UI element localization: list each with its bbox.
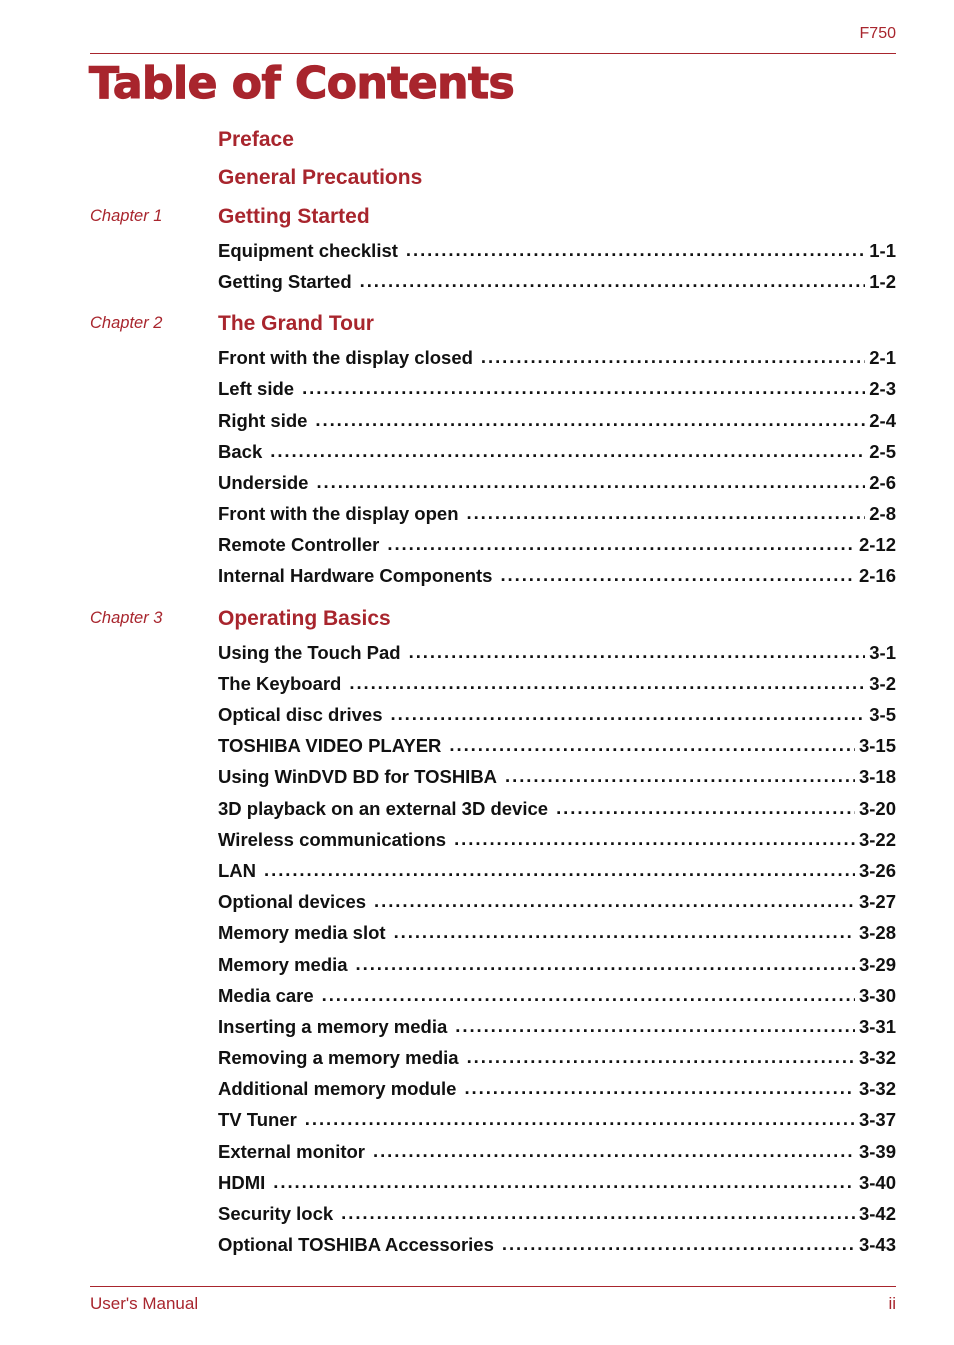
dot-leader xyxy=(374,890,855,912)
toc-entry[interactable] xyxy=(218,441,896,463)
toc-entry-page: 3-32 xyxy=(858,1047,896,1068)
dot-leader xyxy=(455,1015,855,1037)
dot-leader xyxy=(305,1108,855,1130)
toc-entry[interactable] xyxy=(218,1234,896,1256)
toc-entry-label: Optical disc drives xyxy=(218,704,383,725)
chapter-2-title[interactable]: The Grand Tour xyxy=(218,312,374,335)
dot-leader xyxy=(556,797,855,819)
toc-entry-page: 3-29 xyxy=(858,954,896,975)
toc-entry-page: 3-32 xyxy=(858,1078,896,1099)
toc-entry-label: Media care xyxy=(218,985,314,1006)
toc-entry-page: 3-40 xyxy=(858,1172,896,1193)
toc-entry[interactable] xyxy=(218,534,896,556)
toc-entry[interactable] xyxy=(218,503,896,525)
toc-entry[interactable] xyxy=(218,642,896,664)
footer-page-number: ii xyxy=(888,1294,896,1313)
toc-entry[interactable] xyxy=(218,829,896,851)
toc-entry[interactable] xyxy=(218,347,896,369)
toc-entry-page: 3-22 xyxy=(858,829,896,850)
toc-entry-label: TOSHIBA VIDEO PLAYER xyxy=(218,735,442,756)
dot-leader xyxy=(373,1140,855,1162)
toc-entry[interactable] xyxy=(218,1078,896,1100)
dot-leader xyxy=(387,533,855,555)
toc-entry[interactable] xyxy=(218,1016,896,1038)
toc-entry-page: 2-6 xyxy=(869,472,896,493)
dot-leader xyxy=(316,471,865,493)
toc-entry-page: 1-1 xyxy=(869,240,896,261)
toc-entry-label: External monitor xyxy=(218,1141,365,1162)
toc-entry-label: Left side xyxy=(218,378,295,399)
toc-entry-page: 3-37 xyxy=(858,1109,896,1130)
toc-entry-label: Memory media slot xyxy=(218,922,386,943)
toc-entry-label: Underside xyxy=(218,472,309,493)
dot-leader xyxy=(349,672,865,694)
footer-rule xyxy=(90,1286,896,1287)
dot-leader xyxy=(264,859,855,881)
toc-entry-label: Using the Touch Pad xyxy=(218,642,401,663)
chapter-1-title[interactable]: Getting Started xyxy=(218,205,370,228)
toc-entry[interactable] xyxy=(218,798,896,820)
toc-entry[interactable] xyxy=(218,240,896,262)
toc-entry-page: 2-4 xyxy=(869,410,896,431)
toc-entry[interactable] xyxy=(218,1172,896,1194)
dot-leader xyxy=(270,440,865,462)
toc-entry-page: 3-28 xyxy=(858,922,896,943)
toc-entry-label: Security lock xyxy=(218,1203,334,1224)
toc-entry-page: 3-43 xyxy=(858,1234,896,1255)
page-title: Table of Contents xyxy=(89,58,515,109)
toc-entry[interactable] xyxy=(218,766,896,788)
dot-leader xyxy=(454,828,855,850)
dot-leader xyxy=(391,703,866,725)
toc-entry[interactable] xyxy=(218,472,896,494)
toc-entry-page: 3-1 xyxy=(869,642,896,663)
chapter-3-label: Chapter 3 xyxy=(90,609,163,627)
toc-entry-page: 2-3 xyxy=(869,378,896,399)
header-model: F750 xyxy=(859,25,896,42)
toc-entry-page: 2-12 xyxy=(858,534,896,555)
toc-entry-label: Inserting a memory media xyxy=(218,1016,448,1037)
toc-entry[interactable] xyxy=(218,735,896,757)
toc-entry-label: Additional memory module xyxy=(218,1078,457,1099)
toc-entry-page: 3-20 xyxy=(858,798,896,819)
toc-entry[interactable] xyxy=(218,1141,896,1163)
toc-entry-page: 2-5 xyxy=(869,441,896,462)
dot-leader xyxy=(481,346,865,368)
toc-entry[interactable] xyxy=(218,954,896,976)
toc-entry-label: Using WinDVD BD for TOSHIBA xyxy=(218,766,498,787)
dot-leader xyxy=(406,239,865,261)
toc-entry-label: HDMI xyxy=(218,1172,266,1193)
toc-entry-page: 2-8 xyxy=(869,503,896,524)
dot-leader xyxy=(502,1233,855,1255)
toc-entry-label: Back xyxy=(218,441,263,462)
dot-leader xyxy=(322,984,855,1006)
dot-leader xyxy=(464,1077,855,1099)
toc-entry-label: Getting Started xyxy=(218,271,352,292)
toc-entry-page: 3-31 xyxy=(858,1016,896,1037)
dot-leader xyxy=(341,1202,855,1224)
toc-heading-general-precautions[interactable]: General Precautions xyxy=(218,166,423,189)
chapter-2-label: Chapter 2 xyxy=(90,314,163,332)
dot-leader xyxy=(360,270,866,292)
toc-entry-page: 3-42 xyxy=(858,1203,896,1224)
toc-entry-page: 3-18 xyxy=(858,766,896,787)
toc-entry-label: Optional TOSHIBA Accessories xyxy=(218,1234,494,1255)
toc-entry-label: 3D playback on an external 3D device xyxy=(218,798,549,819)
toc-entry[interactable] xyxy=(218,704,896,726)
toc-entry[interactable] xyxy=(218,271,896,293)
toc-entry-page: 3-27 xyxy=(858,891,896,912)
toc-entry-label: Internal Hardware Components xyxy=(218,565,493,586)
toc-entry[interactable] xyxy=(218,1109,896,1131)
toc-entry-page: 3-30 xyxy=(858,985,896,1006)
dot-leader xyxy=(449,734,855,756)
dot-leader xyxy=(273,1171,855,1193)
toc-entry-label: Wireless communications xyxy=(218,829,447,850)
toc-entry-label: Memory media xyxy=(218,954,348,975)
toc-entry-label: Removing a memory media xyxy=(218,1047,459,1068)
toc-entry[interactable] xyxy=(218,565,896,587)
toc-entry[interactable] xyxy=(218,1203,896,1225)
dot-leader xyxy=(467,1046,855,1068)
dot-leader xyxy=(302,377,865,399)
dot-leader xyxy=(409,641,866,663)
chapter-1-label: Chapter 1 xyxy=(90,207,163,225)
toc-entry-label: Front with the display closed xyxy=(218,347,473,368)
toc-entry-label: Optional devices xyxy=(218,891,367,912)
toc-entry-label: Remote Controller xyxy=(218,534,380,555)
toc-entry-page: 2-16 xyxy=(858,565,896,586)
toc-entry[interactable] xyxy=(218,891,896,913)
toc-entry[interactable] xyxy=(218,922,896,944)
toc-entry-page: 3-2 xyxy=(869,673,896,694)
toc-entry-label: TV Tuner xyxy=(218,1109,297,1130)
toc-entry[interactable] xyxy=(218,985,896,1007)
toc-entry-page: 3-15 xyxy=(858,735,896,756)
toc-entry-page: 3-39 xyxy=(858,1141,896,1162)
toc-entry[interactable] xyxy=(218,378,896,400)
toc-entry[interactable] xyxy=(218,860,896,882)
toc-entry-page: 3-5 xyxy=(869,704,896,725)
dot-leader xyxy=(394,921,855,943)
toc-heading-preface[interactable]: Preface xyxy=(218,128,294,151)
toc-entry[interactable] xyxy=(218,673,896,695)
toc-entry[interactable] xyxy=(218,1047,896,1069)
chapter-3-title[interactable]: Operating Basics xyxy=(218,607,391,630)
toc-entry-page: 2-1 xyxy=(869,347,896,368)
toc-entry-label: Right side xyxy=(218,410,308,431)
toc-entry-page: 1-2 xyxy=(869,271,896,292)
toc-entry-label: Equipment checklist xyxy=(218,240,398,261)
toc-entry-label: The Keyboard xyxy=(218,673,342,694)
footer-manual-name: User's Manual xyxy=(90,1294,199,1313)
dot-leader xyxy=(505,765,855,787)
toc-entry-label: LAN xyxy=(218,860,257,881)
dot-leader xyxy=(315,409,865,431)
toc-entry-label: Front with the display open xyxy=(218,503,459,524)
dot-leader xyxy=(467,502,866,524)
header-rule xyxy=(90,53,896,54)
toc-entry[interactable] xyxy=(218,410,896,432)
toc-entry-page: 3-26 xyxy=(858,860,896,881)
dot-leader xyxy=(356,953,855,975)
dot-leader xyxy=(500,564,855,586)
